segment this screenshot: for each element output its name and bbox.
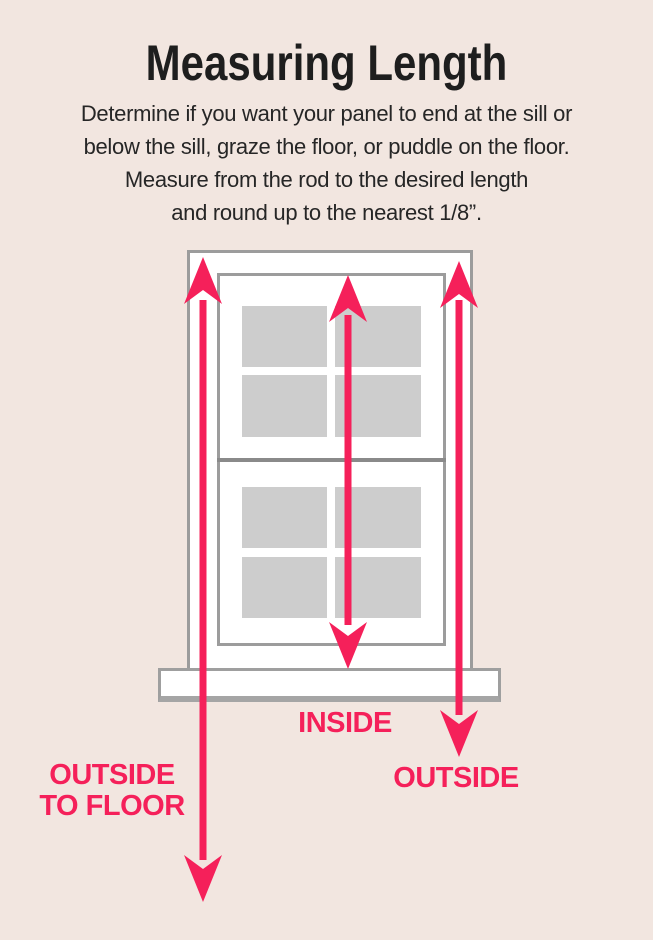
arrowhead-down-icon (440, 710, 478, 757)
window-meeting-rail (217, 458, 446, 462)
window-pane (242, 306, 327, 367)
window-pane (242, 487, 327, 548)
description-line: Measure from the rod to the desired length (124, 167, 529, 192)
window-pane (242, 375, 327, 437)
window-pane (242, 557, 327, 618)
arrowhead-down-icon (184, 855, 222, 902)
page-title: Measuring Length (145, 35, 508, 91)
outside-to-floor-label-line1: OUTSIDE (49, 759, 175, 791)
outside-label: OUTSIDE (393, 762, 519, 794)
description-line: Determine if you want your panel to end at the sill or (80, 101, 573, 126)
window-pane (335, 306, 421, 367)
window-pane (335, 375, 421, 437)
window-pane (335, 487, 421, 548)
description-text (0, 97, 653, 229)
inside-label: INSIDE (298, 707, 392, 739)
window-sill (158, 668, 501, 702)
description-line: below the sill, graze the floor, or puddle on the floor. (83, 134, 570, 159)
outside-to-floor-label (28, 760, 196, 822)
outside-to-floor-label-line2: TO FLOOR (39, 790, 185, 822)
description-line: and round up to the nearest 1/8”. (171, 200, 482, 225)
window-pane (335, 557, 421, 618)
